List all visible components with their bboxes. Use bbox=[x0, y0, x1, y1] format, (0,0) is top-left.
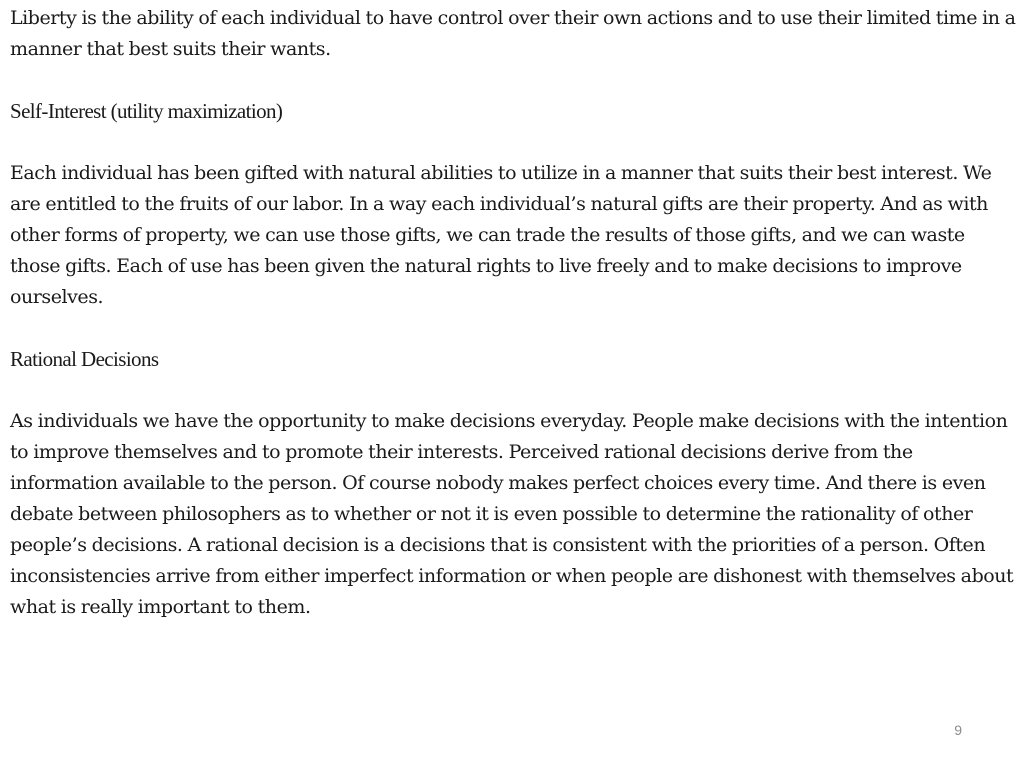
rational-decisions-paragraph: As individuals we have the opportunity to make decisions everyday. People make decisions with the intention to improve themselves and to promote their interests. Perceived rational decisions derive from the information available to the person. Of course nobody makes perfect choices every time. And there is even debate between philosophers as to whether or not it is even possible to determine the rationality of other people’s decisions. A rational decision is a decisions that is consistent with the priorities of a person. Often inconsistencies arrive from either imperfect information or when people are dishonest with themselves about what is really important to them. bbox=[10, 410, 1014, 618]
self-interest-paragraph: Each individual has been gifted with natural abilities to utilize in a manner that suits their best interest. We are entitled to the fruits of our labor. In a way each individual’s natural gifts are their property. And as with other forms of property, we can use those gifts, we can trade the results of those gifts, and we can waste those gifts. Each of use has been given the natural rights to live freely and to make decisions to improve ourselves. bbox=[10, 162, 992, 308]
paragraph-spacer bbox=[10, 375, 1018, 406]
self-interest-heading: Self-Interest (utility maximization) bbox=[10, 99, 283, 123]
paragraph-spacer bbox=[10, 127, 1018, 158]
paragraph-spacer bbox=[10, 65, 1018, 96]
slide-body-text bbox=[10, 3, 1018, 623]
page-number: 9 bbox=[954, 722, 962, 738]
rational-decisions-heading: Rational Decisions bbox=[10, 347, 159, 371]
paragraph-spacer bbox=[10, 313, 1018, 344]
liberty-paragraph: Liberty is the ability of each individual to have control over their own actions and to use their limited time in a manner that best suits their wants. bbox=[10, 7, 1016, 60]
